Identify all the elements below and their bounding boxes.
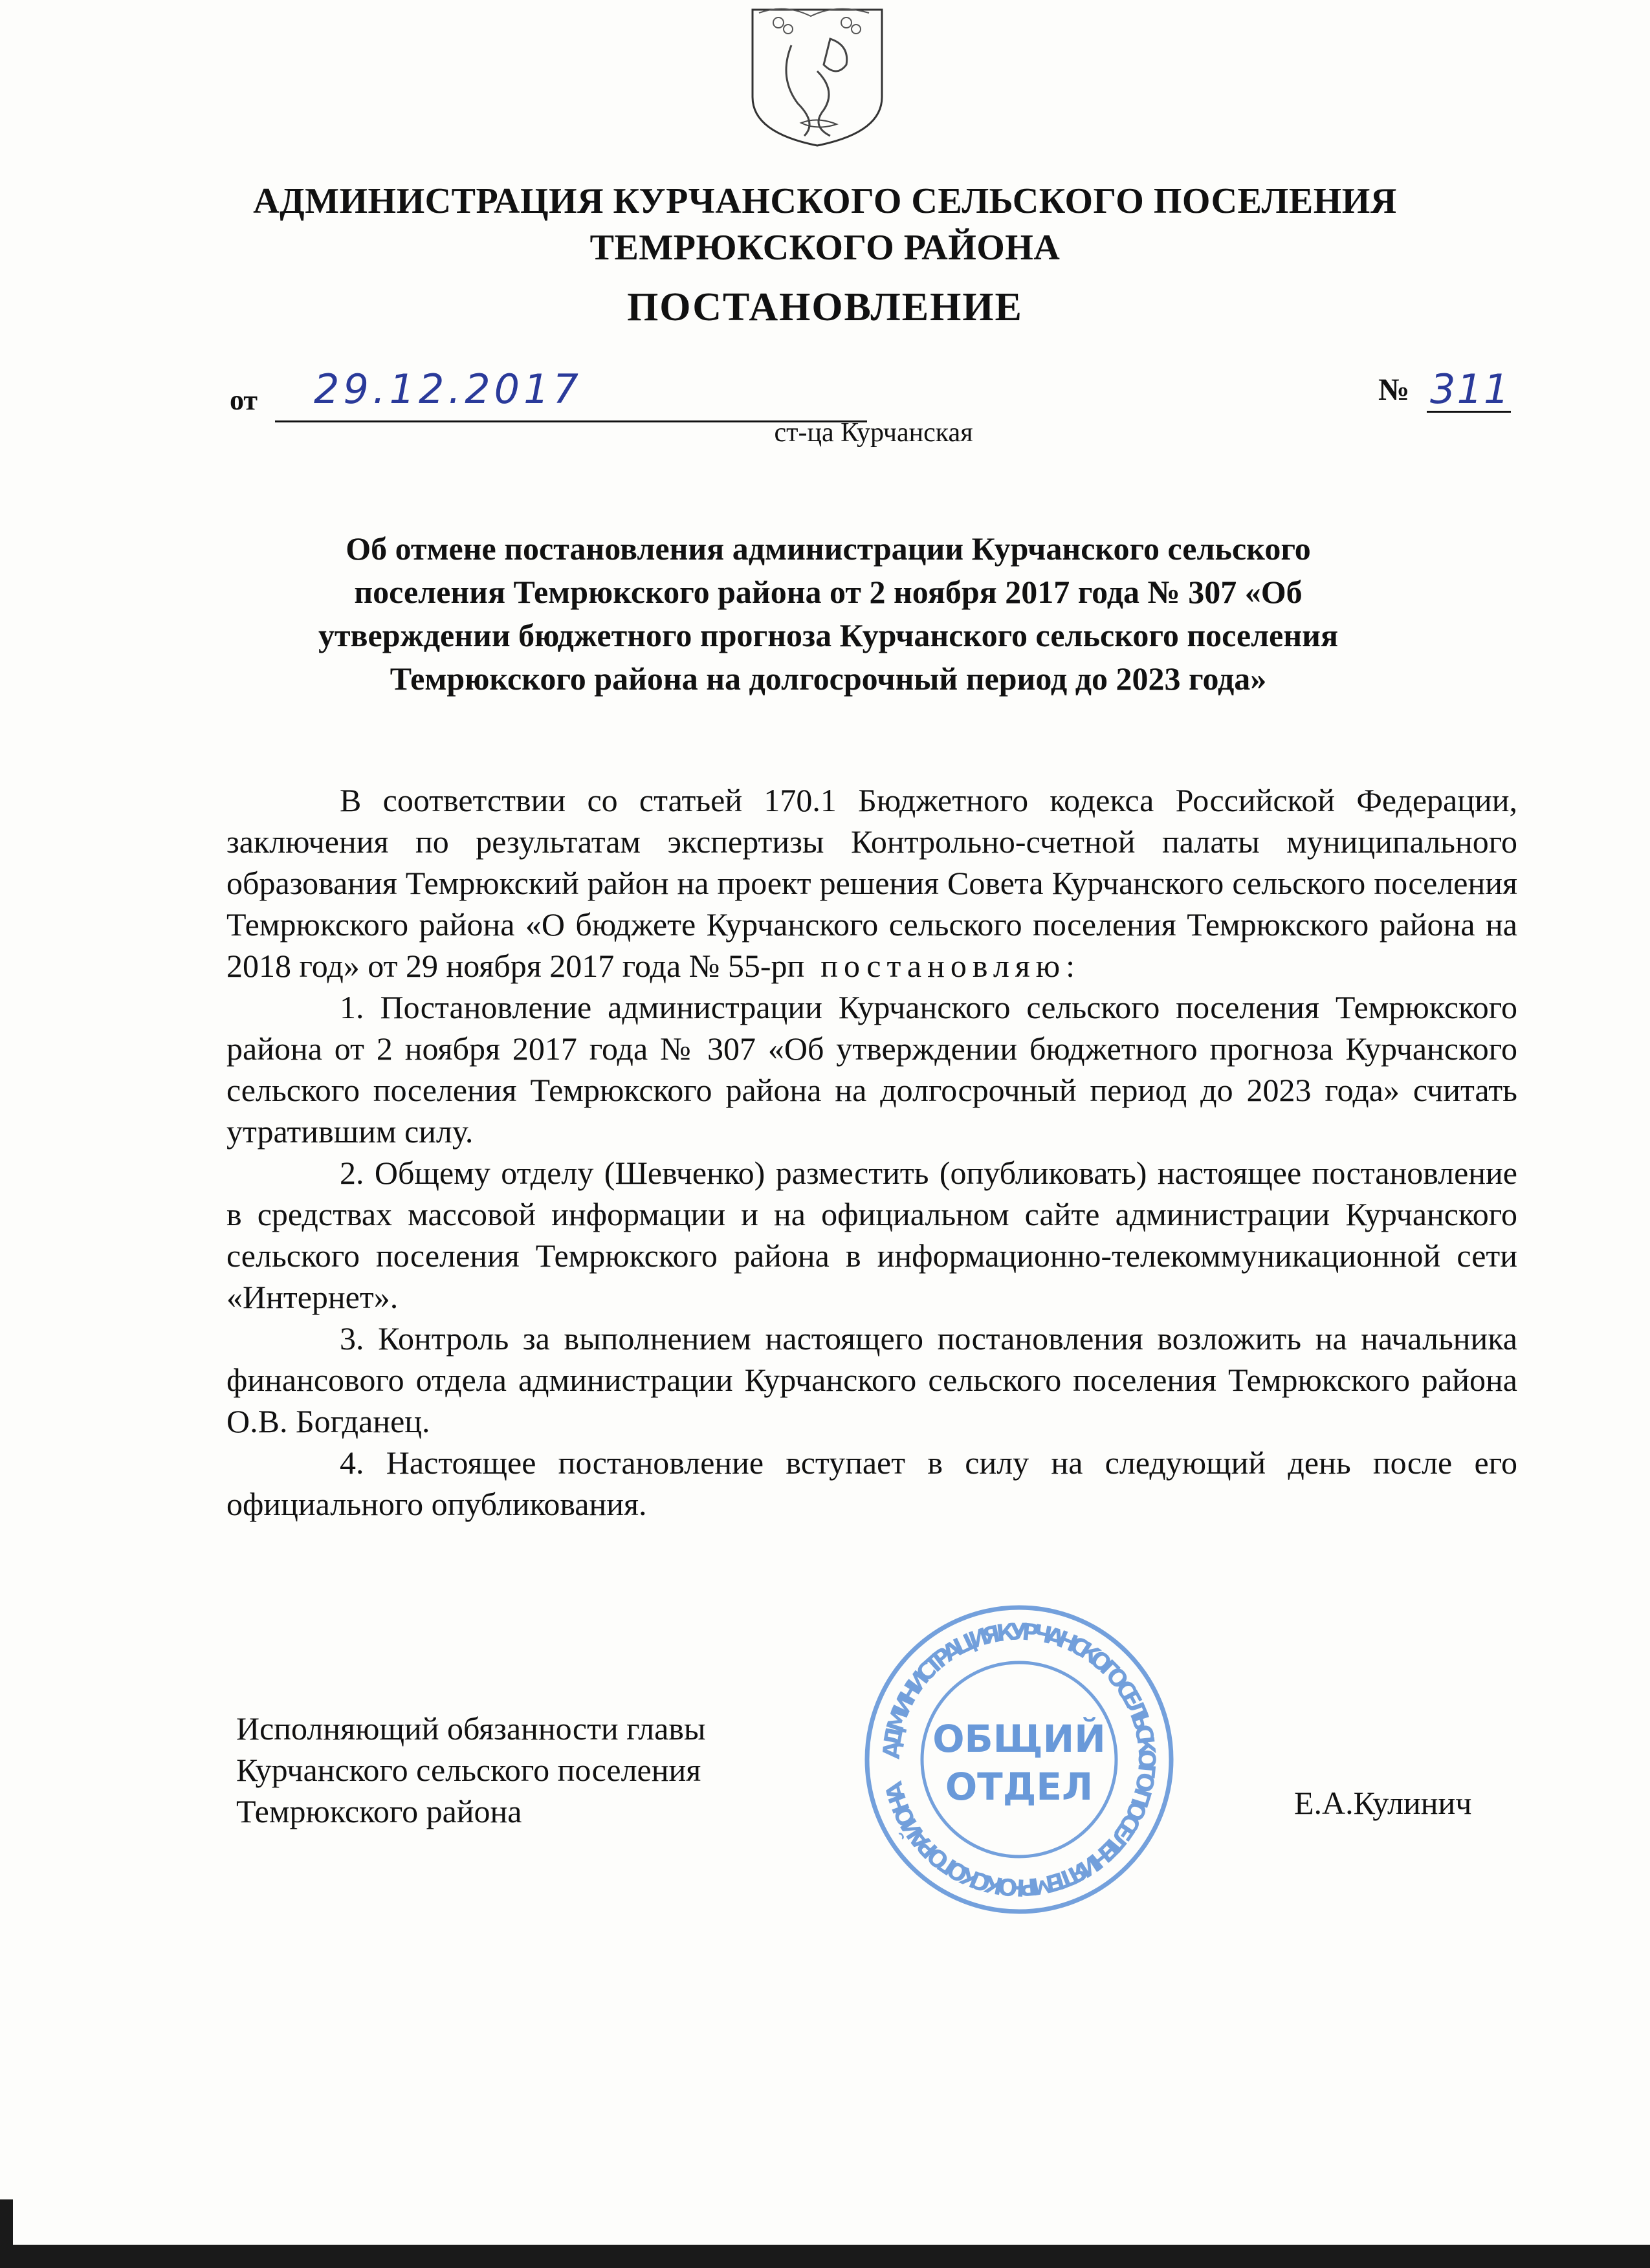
stamp-ring-path: АДМИНИСТРАЦИЯ КУРЧАНСКОГО СЕЛЬСКОГО ПОСЕЛЕНИЯ ТЕМРЮКСКОГО РАЙОНА: [878, 1619, 1160, 1901]
signature-position-line-3: Темрюкского района: [236, 1793, 522, 1829]
title-line-3: утверждении бюджетного прогноза Курчанского сельского поселения: [318, 617, 1339, 653]
date-label: от: [230, 384, 258, 416]
document-body: [226, 780, 1517, 1525]
signer-name: Е.А.Кулинич: [1294, 1785, 1472, 1821]
stamp-center-line-1: ОБЩИЙ: [932, 1717, 1106, 1761]
number-handwritten: 311: [1430, 365, 1511, 413]
organization-line-2: ТЕМРЮКСКОГО РАЙОНА: [589, 228, 1061, 268]
stamp-center-line-2: ОТДЕЛ: [945, 1765, 1094, 1809]
preamble-text: В соответствии со статьей 170.1 Бюджетного кодекса Российской Федерации, заключения по результатам экспертизы Контрольно-счетной палаты муниципального образования Темрюкский район на проект решения Совета Курчанского сельского поселения Темрюкского района «О бюджете Курчанского сельского поселения Темрюкского района на 2018 год» от 29 ноября 2017 года № 55-рп: [226, 782, 1517, 984]
document-type: ПОСТАНОВЛЕНИЕ: [627, 285, 1023, 329]
preamble-paragraph: [226, 780, 1517, 987]
signature-position-line-2: Курчанского сельского поселения: [236, 1752, 701, 1788]
scan-edge-bottom: [0, 2245, 1650, 2268]
decree-word: постановляю:: [820, 948, 1081, 984]
place-of-issue: ст-ца Курчанская: [774, 418, 973, 448]
title-line-1: Об отмене постановления администрации Курчанского сельского: [346, 530, 1311, 567]
signature-position: [236, 1708, 883, 1832]
item-2: 2. Общему отделу (Шевченко) разместить (опубликовать) настоящее постановление в средствах массовой информации и на официальном сайте администрации Курчанского сельского поселения Темрюкского района в информационно-телекоммуникационной сети «Интернет».: [226, 1155, 1517, 1315]
item-1: 1. Постановление администрации Курчанского сельского поселения Темрюкского района от 2 ноября 2017 года № 307 «Об утверждении бюджетного прогноза Курчанского сельского поселения Темрюкского района на долгосрочный период до 2023 года» считать утратившим силу.: [226, 989, 1517, 1150]
title-line-4: Темрюкского района на долгосрочный период до 2023 года»: [390, 660, 1267, 697]
organization-name: [194, 178, 1456, 271]
organization-line-1: АДМИНИСТРАЦИЯ КУРЧАНСКОГО СЕЛЬСКОГО ПОСЕЛЕНИЯ: [253, 181, 1397, 221]
number-underline: [1427, 411, 1511, 413]
item-4: 4. Настоящее постановление вступает в силу на следующий день после его официального опубликования.: [226, 1445, 1517, 1522]
signature-position-line-1: Исполняющий обязанности главы: [236, 1710, 706, 1747]
item-3: 3. Контроль за выполнением настоящего постановления возложить на начальника финансового отдела администрации Курчанского сельского поселения Темрюкского района О.В. Богданец.: [226, 1320, 1517, 1439]
date-number-row: [230, 365, 1517, 417]
document-title: [246, 527, 1411, 701]
date-handwritten: 29.12.2017: [314, 365, 582, 413]
number-label: №: [1378, 373, 1410, 407]
coat-of-arms-icon: [740, 0, 895, 149]
official-stamp-icon: [857, 1598, 1181, 1921]
title-line-2: поселения Темрюкского района от 2 ноября 2017 года № 307 «Об: [354, 574, 1303, 610]
